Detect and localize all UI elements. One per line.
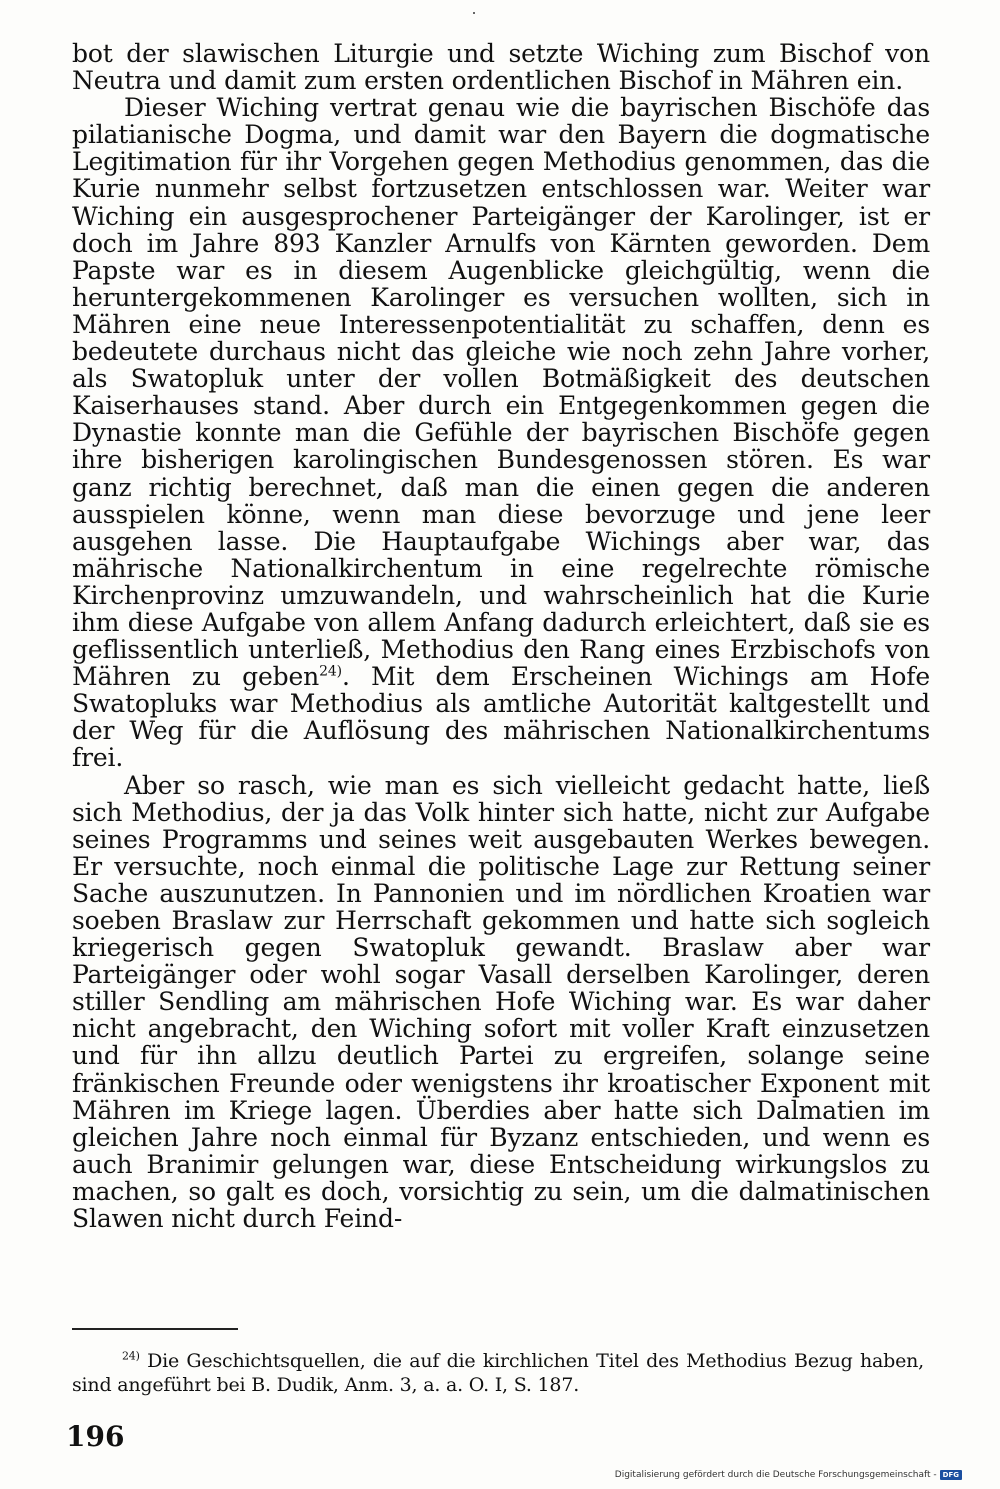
paragraph-3-text: Aber so rasch, wie man es sich vielleicht gedacht hatte, ließ sich Methodius, der ja das Volk hinter sich hatte, nicht zur Aufgabe seines Programms und seines weit ausgebauten Werkes bewegen. Er versuchte, noch einmal die politische Lage zur Rettung seiner Sache auszunutzen. In Pannonien und im nördlichen Kroatien war soeben Braslaw zur Herrschaft gekommen und hatte sich sogleich kriegerisch gegen Swatopluk gewandt. Braslaw aber war Parteigänger oder wohl sogar Vasall derselben Karolinger, deren stiller Sendling am mährischen Hofe Wiching war. Es war daher nicht angebracht, den Wiching sofort mit voller Kraft einzusetzen und für ihn allzu deutlich Partei zu ergreifen, solange seine fränkischen Freunde oder wenigstens ihr kroatischer Exponent mit Mähren im Kriege lagen. Überdies aber hatte sich Dalmatien im gleichen Jahre noch einmal für Byzanz entschieden, und wenn es auch Branimir gelungen war, diese Entscheidung wirkungslos zu machen, so galt es doch, vorsichtig zu sein, um die dalmatinischen Slawen nicht durch Feind- bbox=[72, 770, 930, 1234]
dfg-logo-icon: DFG bbox=[940, 1470, 962, 1480]
paragraph-2-text: Dieser Wiching vertrat genau wie die bayrischen Bischöfe das pilatianische Dogma, und damit war den Bayern die dogmatische Legitimation für ihr Vorgehen gegen Methodius genommen, das die Kurie nunmehr selbst fortzusetzen entschlossen war. Weiter war Wiching ein ausgesprochener Parteigänger der Karolinger, ist er doch im Jahre 893 Kanzler Arnulfs von Kärnten geworden. Dem Papste war es in diesem Augenblicke gleichgültig, wenn die heruntergekommenen Karolinger es versuchen wollten, sich in Mähren eine neue Interessenpotentialität zu schaffen, denn es bedeutete durchaus nicht das gleiche wie noch zehn Jahre vorher, als Swatopluk unter der vollen Botmäßigkeit des deutschen Kaiserhauses stand. Aber durch ein Entgegenkommen gegen die Dynastie konnte man die Gefühle der bayrischen Bischöfe gegen ihre bisherigen karolingischen Bundesgenossen stören. Es war ganz richtig berechnet, daß man die einen gegen die anderen ausspielen könne, wenn man diese bevorzuge und jene leer ausgehen lasse. Die Hauptaufgabe Wichings aber war, das mährische Nationalkirchentum in eine regelrechte römische Kirchenprovinz umzuwandeln, und wahrscheinlich hat die Kurie ihm diese Aufgabe von allem Anfang dadurch erleichtert, daß sie es geflissentlich unterließ, Methodius den Rang eines Erzbischofs von Mähren zu geben bbox=[72, 93, 930, 692]
paragraph-2-text-after: . Mit dem Erscheinen Wichings am Hofe Swatopluks war Methodius als amtliche Autorität kaltgestellt und der Weg für die Auflösung des mährischen Nationalkirchentums frei. bbox=[72, 662, 930, 773]
paragraph-2 bbox=[72, 94, 930, 771]
credit-text: Digitalisierung gefördert durch die Deutsche Forschungsgemeinschaft - bbox=[614, 1470, 937, 1480]
page-number: 196 bbox=[66, 1420, 125, 1453]
footnote-divider bbox=[72, 1328, 238, 1330]
paragraph-3 bbox=[72, 772, 930, 1233]
paragraph-1 bbox=[72, 40, 930, 94]
footnote-marker: 24) bbox=[122, 1349, 140, 1363]
scan-dot bbox=[473, 12, 475, 14]
paragraph-1-text: bot der slawischen Liturgie und setzte Wiching zum Bischof von Neutra und damit zum ersten ordentlichen Bischof in Mähren ein. bbox=[72, 39, 930, 96]
page-body bbox=[72, 40, 930, 1232]
footnote-text: Die Geschichtsquellen, die auf die kirchlichen Titel des Methodius Bezug haben, sind angeführt bei B. Dudik, Anm. 3, a. a. O. I, S. 187. bbox=[72, 1350, 924, 1396]
footnote bbox=[72, 1349, 924, 1397]
footnote-reference[interactable]: 24) bbox=[319, 663, 342, 680]
digitization-credit bbox=[615, 1470, 962, 1480]
